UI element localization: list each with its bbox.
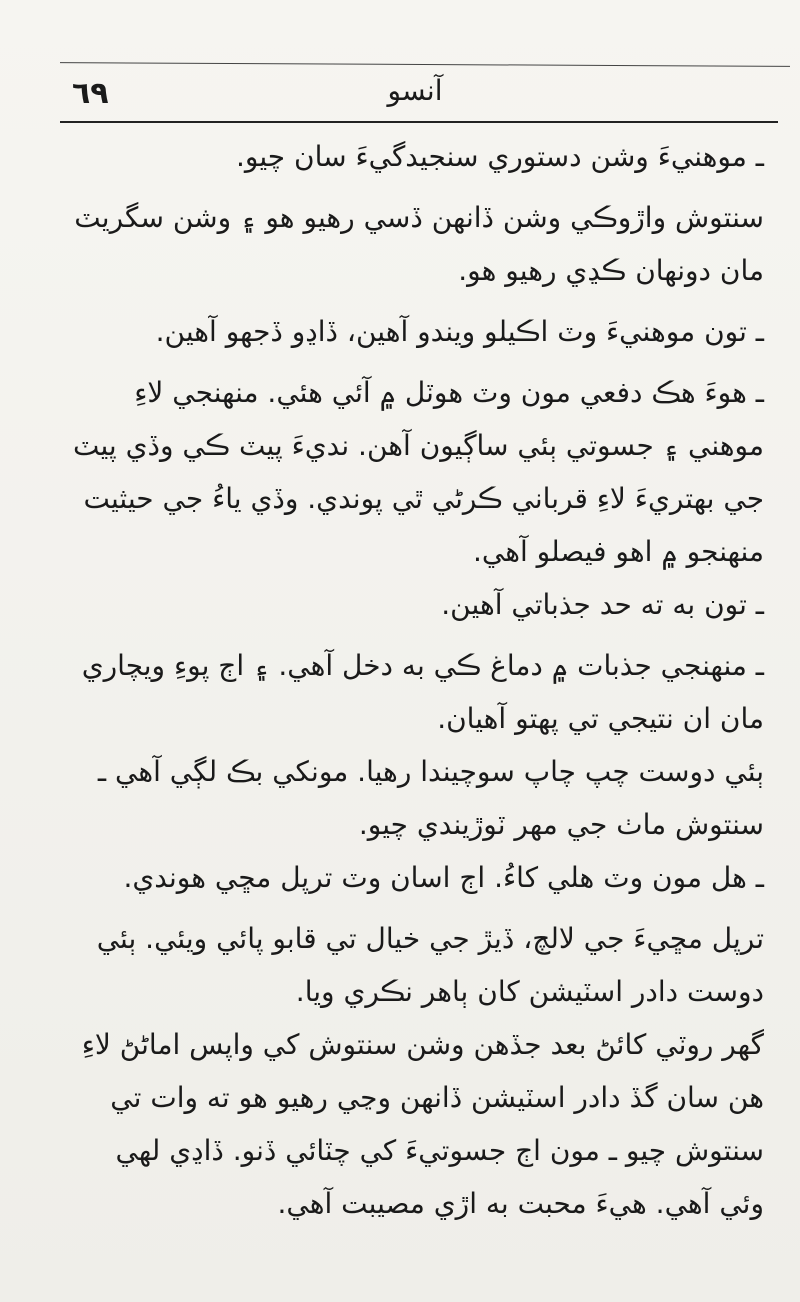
paragraph: سنتوش واڙوڪي وشن ڏانهن ڏسي رهيو هو ۽ وشن سگريٽ مان دونهان ڪڍي رهيو هو. — [74, 201, 764, 287]
paragraph: گهر روٽي کائڻ بعد جڏهن وشن سنتوش کي واپس اماڻڻ لاءِ هن سان گڏ دادر اسٽيشن ڏانهن وڃي رهيو هو ته وات تي سنتوش چيو ـ مون اڄ جسوتيءَ کي چٽائي ڏنو. ڏاڍي لهي وئي آهي. هيءَ محبت به اڙي مصيبت آهي. — [81, 1028, 764, 1220]
top-border-rule — [60, 62, 790, 67]
paragraph: ـ هل مون وٽ هلي کاءُ. اڄ اسان وٽ ترپل مڇي هوندي. — [123, 861, 764, 894]
header-rule — [60, 121, 778, 123]
paragraph: ٻئي دوست چپ چاپ سوچيندا رهيا. مونکي بڪ لڳي آهي ـ سنتوش ماٺ جي مهر ٽوڙيندي چيو. — [97, 755, 764, 841]
page-body — [70, 130, 764, 1230]
paragraph: ـ موهنيءَ وشن دستوري سنجيدگيءَ سان چيو. — [235, 140, 764, 173]
page-title: آنسو — [387, 74, 443, 107]
paragraph: ـ تون به ته حد جذباتي آهين. — [441, 588, 764, 621]
paragraph: ـ منهنجي جذبات ۾ دماغ ڪي به دخل آهي. ۽ اڄ پوءِ ويچاري مان ان نتيجي تي پهتو آهيان. — [81, 649, 764, 735]
paragraph: ـ تون موهنيءَ وٽ اڪيلو ويندو آهين، ڏاڍو ڏجهو آهين. — [155, 315, 764, 348]
running-header — [60, 70, 770, 118]
page-number: ٦٩ — [72, 76, 109, 111]
paragraph: ترپل مڇيءَ جي لالچ، ڏيڙ جي خيال تي قابو پائي ويئي. ٻئي دوست دادر اسٽيشن کان ٻاهر نڪري ويا. — [96, 922, 764, 1008]
paragraph: ـ هوءَ هڪ دفعي مون وٽ هوٽل ۾ آئي هئي. منهنجي لاءِ موهني ۽ جسوتي ٻئي ساڳيون آهن. نديءَ پيٽ ڪي وڏي پيٽ جي بهتريءَ لاءِ قرباني ڪرڻي ٿي پوندي. وڏي ياءُ جي حيثيت منهنجو ۾ اهو فيصلو آهي. — [72, 376, 764, 568]
